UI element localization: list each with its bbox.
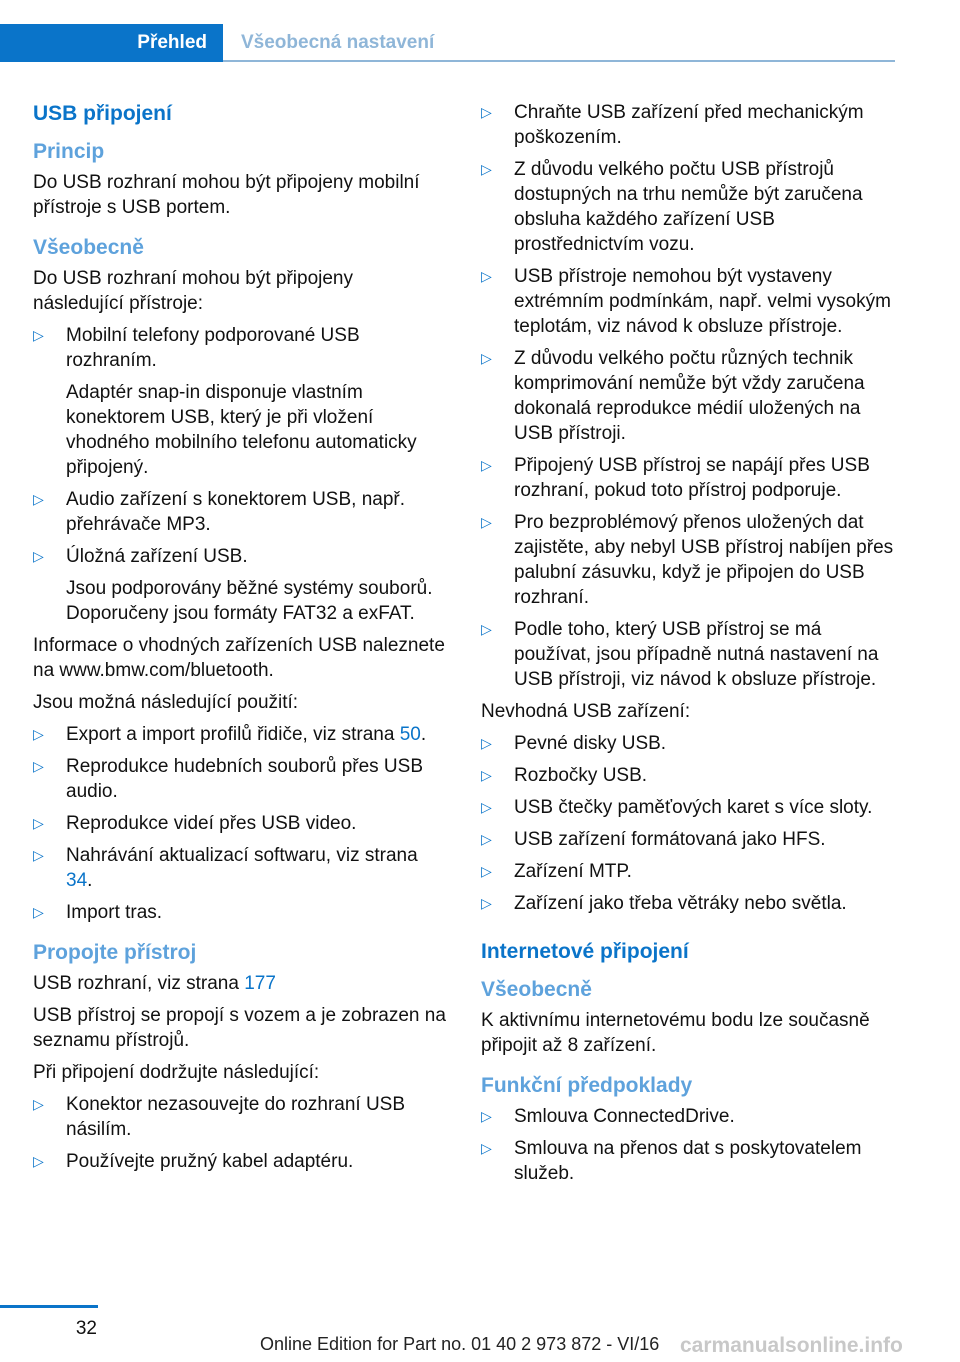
list-item-text: Podle toho, který USB přístroj se má používat, jsou případně nutná nastavení na USB přístroji, viz návod k obsluze přístroje.	[514, 619, 879, 690]
triangle-bullet-icon: ▷	[33, 1096, 44, 1112]
triangle-bullet-icon: ▷	[33, 815, 44, 831]
prerequisites-list	[481, 1104, 896, 1186]
heading-connect: Propojte přístroj	[33, 941, 197, 964]
list-item-text: Mobilní telefony podporované USB rozhraním.	[66, 325, 360, 371]
list-item-text: Zařízení MTP.	[514, 861, 632, 882]
footer-rule	[0, 1305, 98, 1308]
list-item-text: Reprodukce videí přes USB video.	[66, 813, 357, 834]
triangle-bullet-icon: ▷	[33, 904, 44, 920]
list-item-text: Nahrávání aktualizací softwaru, viz strana	[66, 845, 418, 866]
triangle-bullet-icon: ▷	[481, 350, 492, 366]
tab-general-settings[interactable]: Všeobecná nastavení	[241, 32, 435, 53]
list-item-text: Připojený USB přístroj se napájí přes USB rozhraní, pokud toto přístroj podporuje.	[514, 455, 870, 501]
section-title-usb: USB připojení	[33, 102, 172, 125]
list-item-subtext: Adaptér snap-in disponuje vlastním konektorem USB, který je při vložení vhodného mobilního telefonu automaticky připojený.	[66, 382, 417, 478]
triangle-bullet-icon: ▷	[481, 161, 492, 177]
paragraph-general: Do USB rozhraní mohou být připojeny následující přístroje:	[33, 268, 353, 314]
list-item-text: Smlouva na přenos dat s poskytovatelem služeb.	[514, 1138, 862, 1184]
list-item-text: Rozbočky USB.	[514, 765, 648, 786]
list-item-text: Zařízení jako třeba větráky nebo světla.	[514, 893, 847, 914]
list-item-text: Chraňte USB zařízení před mechanickým poškozením.	[514, 102, 864, 148]
header-bar	[0, 24, 895, 62]
list-item	[481, 1136, 896, 1186]
page-link-34[interactable]: 34	[66, 870, 88, 891]
paragraph-internet-general: K aktivnímu internetovému bodu lze současně připojit až 8 zařízení.	[481, 1010, 870, 1056]
triangle-bullet-icon: ▷	[33, 758, 44, 774]
list-item	[481, 100, 896, 150]
list-item-subtext: Jsou podporovány běžné systémy souborů. Doporučeny jsou formáty FAT32 a exFAT.	[66, 578, 433, 624]
list-item	[481, 453, 896, 503]
paragraph-connect-2: USB přístroj se propojí s vozem a je zobrazen na seznamu přístrojů.	[33, 1005, 446, 1051]
triangle-bullet-icon: ▷	[481, 799, 492, 815]
list-item	[33, 323, 448, 480]
paragraph-princip: Do USB rozhraní mohou být připojeny mobilní přístroje s USB portem.	[33, 172, 420, 218]
list-item	[33, 1092, 448, 1142]
list-item-text: Pevné disky USB.	[514, 733, 667, 754]
list-item	[33, 900, 448, 925]
list-item-text: USB přístroje nemohou být vystaveny extrémním podmínkám, např. velmi vysokým teplotám, viz návod k obsluze přístroje.	[514, 266, 891, 337]
left-column	[33, 100, 448, 1181]
paragraph-uses-intro: Jsou možná následující použití:	[33, 692, 299, 713]
triangle-bullet-icon: ▷	[481, 514, 492, 530]
device-list	[33, 323, 448, 626]
page-link-50[interactable]: 50	[399, 724, 421, 745]
list-item	[33, 544, 448, 626]
usb-notes-list	[481, 100, 896, 692]
page-number: 32	[75, 1318, 97, 1339]
list-item-text: Konektor nezasouvejte do rozhraní USB násilím.	[66, 1094, 406, 1140]
triangle-bullet-icon: ▷	[481, 104, 492, 120]
list-item	[481, 510, 896, 610]
list-item-text: Pro bezproblémový přenos uložených dat zajistěte, aby nebyl USB přístroj nabíjen přes palubní zásuvku, když je připojen do USB rozhraní.	[514, 512, 894, 608]
list-item	[481, 1104, 896, 1129]
page-link-177[interactable]: 177	[244, 973, 276, 994]
paragraph-connect	[33, 971, 448, 996]
edition-text: Online Edition for Part no. 01 40 2 973 872 - VI/16	[260, 1334, 660, 1354]
triangle-bullet-icon: ▷	[481, 735, 492, 751]
list-item	[481, 346, 896, 446]
triangle-bullet-icon: ▷	[33, 327, 44, 343]
triangle-bullet-icon: ▷	[481, 457, 492, 473]
list-item	[33, 811, 448, 836]
list-item	[481, 157, 896, 257]
unsuitable-list	[481, 731, 896, 916]
list-item-text: Z důvodu velkého počtu různých technik komprimování nemůže být vždy zaručena dokonalá reprodukce médií uložených na USB přístroji.	[514, 348, 865, 444]
list-item	[481, 763, 896, 788]
list-item-text: Z důvodu velkého počtu USB přístrojů dostupných na trhu nemůže být zaručena obsluha každého zařízení USB prostřednictvím vozu.	[514, 159, 863, 255]
list-item-text: Smlouva ConnectedDrive.	[514, 1106, 735, 1127]
list-item-text: Audio zařízení s konektorem USB, např. přehrávače MP3.	[66, 489, 405, 535]
triangle-bullet-icon: ▷	[481, 621, 492, 637]
list-item	[481, 891, 896, 916]
list-item	[481, 731, 896, 756]
heading-prerequisites: Funkční předpoklady	[481, 1074, 693, 1097]
list-item	[33, 487, 448, 537]
list-item	[33, 754, 448, 804]
triangle-bullet-icon: ▷	[33, 726, 44, 742]
triangle-bullet-icon: ▷	[481, 1140, 492, 1156]
triangle-bullet-icon: ▷	[481, 831, 492, 847]
paragraph-connect-text: USB rozhraní, viz strana	[33, 973, 245, 994]
header-rule	[223, 60, 895, 62]
triangle-bullet-icon: ▷	[481, 863, 492, 879]
triangle-bullet-icon: ▷	[481, 268, 492, 284]
triangle-bullet-icon: ▷	[33, 1153, 44, 1169]
list-item	[481, 617, 896, 692]
list-item: ▷ Nahrávání aktualizací softwaru, viz strana 34.	[33, 845, 418, 891]
paragraph-connect-intro: Při připojení dodržujte následující:	[33, 1062, 320, 1083]
triangle-bullet-icon: ▷	[481, 767, 492, 783]
heading-princip: Princip	[33, 140, 105, 163]
triangle-bullet-icon: ▷	[33, 491, 44, 507]
triangle-bullet-icon: ▷	[481, 1108, 492, 1124]
list-item: ▷ Export a import profilů řidiče, viz strana 50.	[33, 724, 427, 745]
section-title-internet: Internetové připojení	[481, 940, 689, 963]
watermark-text: carmanualsonline.info	[680, 1334, 903, 1357]
list-item-text: Export a import profilů řidiče, viz strana	[66, 724, 400, 745]
heading-general: Všeobecně	[33, 236, 144, 259]
list-item	[33, 1149, 448, 1174]
triangle-bullet-icon: ▷	[33, 548, 44, 564]
list-item	[481, 859, 896, 884]
paragraph-unsuitable-intro: Nevhodná USB zařízení:	[481, 701, 691, 722]
heading-internet-general: Všeobecně	[481, 978, 592, 1001]
list-item	[481, 795, 896, 820]
list-item-text: Import tras.	[66, 902, 163, 923]
list-item-text: USB zařízení formátovaná jako HFS.	[514, 829, 826, 850]
list-item-text: Úložná zařízení USB.	[66, 546, 248, 567]
uses-list	[33, 722, 448, 925]
tab-overview[interactable]: Přehled	[0, 24, 223, 62]
list-item-text: Používejte pružný kabel adaptéru.	[66, 1151, 354, 1172]
right-column	[481, 100, 896, 1193]
list-item	[481, 827, 896, 852]
list-item-text: Reprodukce hudebních souborů přes USB audio.	[66, 756, 424, 802]
list-item-text: USB čtečky paměťových karet s více sloty.	[514, 797, 873, 818]
list-item	[481, 264, 896, 339]
paragraph-info: Informace o vhodných zařízeních USB naleznete na www.bmw.com/bluetooth.	[33, 635, 445, 681]
triangle-bullet-icon: ▷	[481, 895, 492, 911]
triangle-bullet-icon: ▷	[33, 847, 44, 863]
connect-list	[33, 1092, 448, 1174]
